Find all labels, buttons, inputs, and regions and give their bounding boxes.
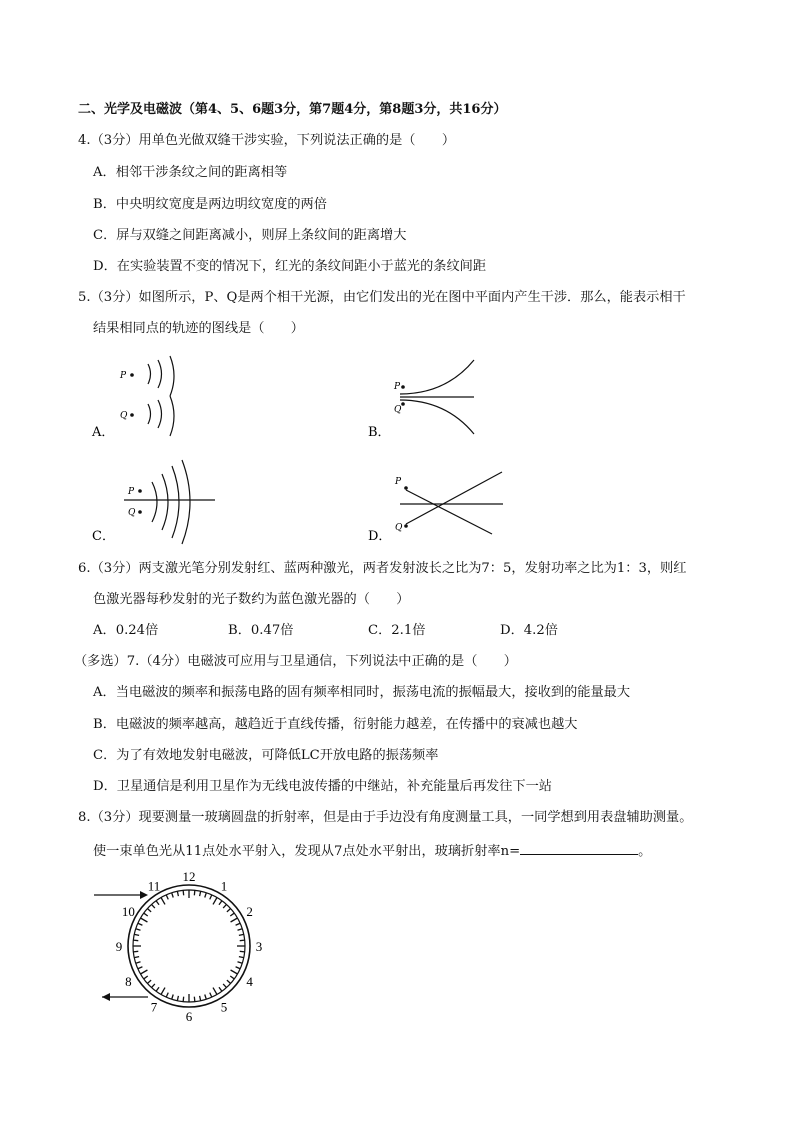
clock-tick [136,929,141,931]
clock-tick [144,913,148,916]
point-q [404,524,408,528]
clock-tick [166,993,168,998]
clock-tick [223,984,226,988]
point-q-label: Q [395,523,403,533]
clock-tick [183,997,184,1002]
q6-stem-line2: 色激光器每秒发射的光子数约为蓝色激光器的（ ） [93,592,410,607]
clock-tick [183,890,184,895]
point-q-label: Q [128,508,136,518]
clock-tick [141,970,148,974]
clock-tick [136,962,141,964]
point-p-label: P [120,371,127,381]
clock-tick [194,890,195,895]
exit-arrow-head [102,993,110,1001]
q6-option-c: C．2.1倍 [368,623,426,638]
clock-tick [147,909,151,912]
clock-tick [205,995,207,1000]
q7-option-a: A．当电磁波的频率和振荡电路的固有频率相同时，振荡电流的振幅最大，接收到的能量最大 [93,685,631,700]
clock-tick [138,967,143,969]
q5-stem-line1: 5.（3分）如图所示，P、Q是两个相干光源，由它们发出的光在图中平面内产生干涉．那么，能表示相干 [78,290,686,305]
answer-blank[interactable] [520,842,638,855]
clock-number: 2 [246,904,253,919]
point-p-label: P [394,382,401,392]
clock-tick [219,901,222,905]
q5-figure-a [90,356,190,441]
q7-stem: （多选）7.（4分）电磁波可应用与卫星通信，下列说法中正确的是（ ） [74,654,517,669]
clock-number: 10 [121,904,135,919]
clock-inner-ring [133,890,245,1002]
clock-number: 12 [182,869,196,884]
clock-tick [227,909,231,912]
clock-number: 4 [246,974,253,989]
point-q [401,402,405,406]
point-q-label: Q [120,411,128,421]
q4-option-a: A．相邻干涉条纹之间的距离相等 [93,165,288,180]
clock-tick [161,898,165,905]
q8-stem-text: 使一束单色光从11点处水平射入，发现从7点处水平射出，玻璃折射率n= [93,844,521,859]
clock-tick [227,980,231,983]
point-q-label: Q [394,405,402,415]
clock-number: 3 [255,939,263,954]
clock-tick [161,988,165,995]
q4-option-b: B．中央明纹宽度是两边明纹宽度的两倍 [93,197,327,212]
clock-tick [166,895,168,900]
clock-tick [230,913,234,916]
clock-number: 1 [220,878,228,894]
q5-figure-d [366,460,506,545]
point-p [130,373,134,377]
q7-option-b: B．电磁波的频率越高，越趋近于直线传播，衍射能力越差，在传播中的衰减也越大 [93,717,578,732]
clock-tick [240,951,245,952]
clock-tick [152,984,155,988]
section-title: 二、光学及电磁波（第4、5、6题3分，第7题4分，第8题3分，共16分） [78,102,507,117]
clock-tick [172,893,174,898]
clock-tick [134,957,139,958]
clock-tick [156,901,159,905]
clock-tick [230,976,234,979]
clock-tick [236,967,241,969]
point-p [401,385,405,389]
q4-stem: 4.（3分）用单色光做双缝干涉实验，下列说法正确的是（ ） [78,133,456,148]
point-p [138,489,142,493]
q5-figure-c [90,460,220,545]
point-q [130,413,134,417]
point-p-label: P [395,477,402,487]
clock-tick [238,962,243,964]
q8-stem-line1: 8.（3分）现要测量一玻璃圆盘的折射率，但是由于手边没有角度测量工具，一同学想到用表盘辅助测量。 [78,810,693,825]
clock-figure [92,869,272,1024]
clock-tick [213,988,217,995]
q7-option-c: C．为了有效地发射电磁波，可降低LC开放电路的振荡频率 [93,748,439,763]
q6-option-a: A．0.24倍 [93,623,159,638]
q5-label-b: B． [368,425,391,440]
clock-number: 8 [125,974,132,989]
clock-tick [213,898,217,905]
q5-label-d: D． [368,529,392,544]
q6-option-b: B．0.47倍 [228,623,294,638]
q6-stem-line1: 6.（3分）两支激光笔分别发射红、蓝两种激光，两者发射波长之比为7：5，发射功率之比为1：3，则红 [78,561,687,576]
clock-tick [210,993,212,998]
q8-stem-line2 [93,842,651,861]
q5-label-a: A． [92,425,115,440]
clock-number: 5 [220,999,228,1015]
clock-tick [141,918,148,922]
clock-tick [239,934,244,935]
clock-tick [231,970,238,974]
clock-number: 9 [115,939,123,954]
q4-option-d: D．在实验装置不变的情况下，红光的条纹间距小于蓝光的条纹间距 [93,259,487,274]
clock-tick [133,940,138,941]
clock-tick [172,995,174,1000]
q7-option-d: D．卫星通信是利用卫星作为无线电波传播的中继站，补充能量后再发往下一站 [93,779,552,794]
q5-label-c: C． [92,529,115,544]
clock-tick [133,951,138,952]
clock-number: 7 [150,999,158,1015]
clock-tick [147,980,151,983]
clock-outer-ring [128,885,250,1007]
clock-tick [219,987,222,991]
q4-option-c: C．屏与双缝之间距离减小，则屏上条纹间的距离增大 [93,228,407,243]
clock-tick [238,929,243,931]
clock-tick [240,940,245,941]
point-p [404,486,408,490]
clock-tick [177,891,178,896]
point-p-label: P [128,487,135,497]
clock-tick [194,997,195,1002]
clock-tick [236,923,241,925]
q5-figure-b [366,356,486,441]
clock-tick [210,895,212,900]
q5-stem-line2: 结果相同点的轨迹的图线是（ ） [93,321,304,336]
point-q [138,510,142,514]
clock-tick [200,891,201,896]
clock-tick [152,904,155,908]
clock-number: 11 [147,878,161,894]
clock-tick [138,923,143,925]
clock-tick [134,934,139,935]
clock-tick [223,904,226,908]
clock-number: 6 [185,1009,193,1024]
q8-stem-end: 。 [638,844,652,859]
clock-tick [239,957,244,958]
clock-tick [144,976,148,979]
clock-tick [156,987,159,991]
clock-tick [205,893,207,898]
q6-option-d: D．4.2倍 [500,623,558,638]
clock-tick [231,918,238,922]
clock-tick [200,996,201,1001]
clock-tick [177,996,178,1001]
